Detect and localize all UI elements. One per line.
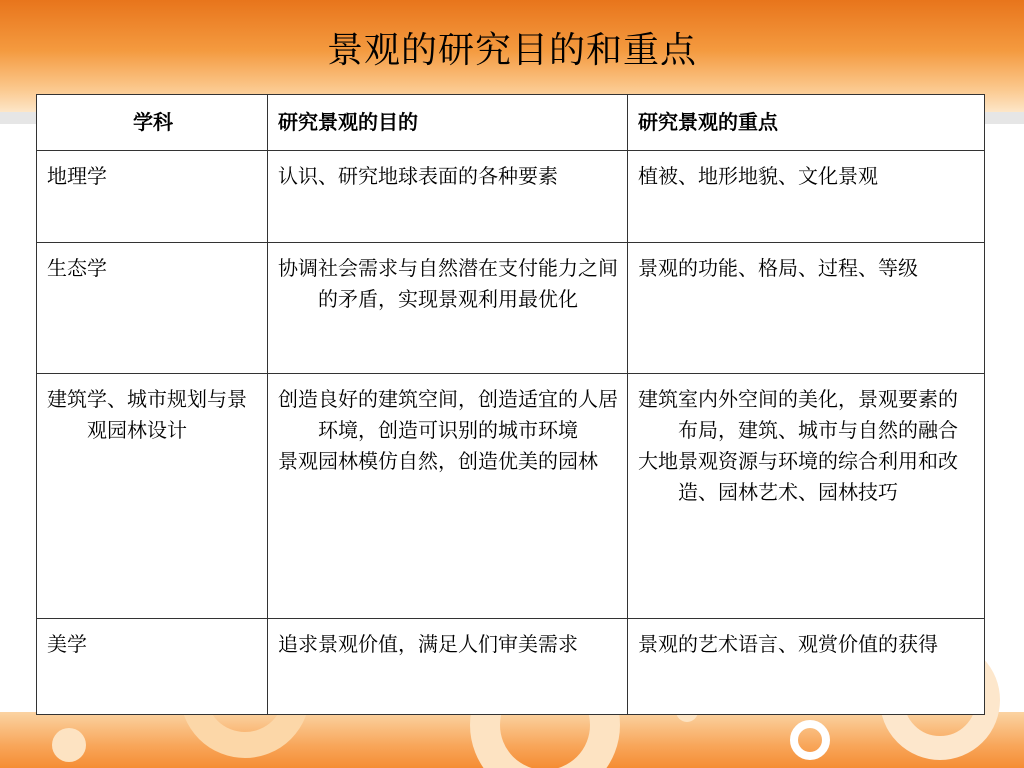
cell-subject — [37, 619, 268, 715]
focus-text: 景观的功能、格局、过程、等级 — [638, 256, 918, 280]
header-purpose: 研究景观的目的 — [268, 95, 628, 151]
banner-strip-right — [982, 112, 1024, 124]
cell-purpose — [268, 619, 628, 715]
purpose-text: 景观园林模仿自然，创造优美的园林 — [278, 449, 598, 473]
table-row — [37, 151, 985, 243]
purpose-text: 创造良好的建筑空间，创造适宜的人居环境，创造可识别的城市环境 — [278, 387, 618, 442]
table-row — [37, 619, 985, 715]
table-row — [37, 243, 985, 374]
purpose-text: 追求景观价值，满足人们审美需求 — [278, 632, 578, 656]
subject-text: 生态学 — [47, 256, 107, 280]
cell-subject — [37, 243, 268, 374]
cell-focus — [628, 243, 985, 374]
cell-subject — [37, 374, 268, 619]
purpose-text: 协调社会需求与自然潜在支付能力之间的矛盾，实现景观利用最优化 — [278, 256, 618, 311]
focus-text: 植被、地形地貌、文化景观 — [638, 164, 878, 188]
cell-purpose — [268, 151, 628, 243]
subject-text: 美学 — [47, 632, 87, 656]
subject-text: 建筑学、城市规划与景观园林设计 — [47, 387, 247, 442]
table-row — [37, 374, 985, 619]
cell-subject — [37, 151, 268, 243]
header-focus: 研究景观的重点 — [628, 95, 985, 151]
focus-text: 建筑室内外空间的美化，景观要素的布局，建筑、城市与自然的融合 — [638, 387, 958, 442]
table-header-row — [37, 95, 985, 151]
slide-title: 景观的研究目的和重点 — [326, 30, 697, 71]
comparison-table — [36, 94, 985, 715]
cell-purpose — [268, 243, 628, 374]
banner-strip-left — [0, 112, 36, 124]
decor-dot-left — [52, 728, 86, 762]
cell-focus — [628, 374, 985, 619]
purpose-text: 认识、研究地球表面的各种要素 — [278, 164, 558, 188]
cell-focus — [628, 151, 985, 243]
cell-purpose — [268, 374, 628, 619]
cell-focus — [628, 619, 985, 715]
decor-circle-small — [790, 720, 830, 760]
header-subject: 学科 — [37, 95, 268, 151]
focus-text: 大地景观资源与环境的综合利用和改造、园林艺术、园林技巧 — [638, 449, 958, 504]
subject-text: 地理学 — [47, 164, 107, 188]
focus-text: 景观的艺术语言、观赏价值的获得 — [638, 632, 938, 656]
